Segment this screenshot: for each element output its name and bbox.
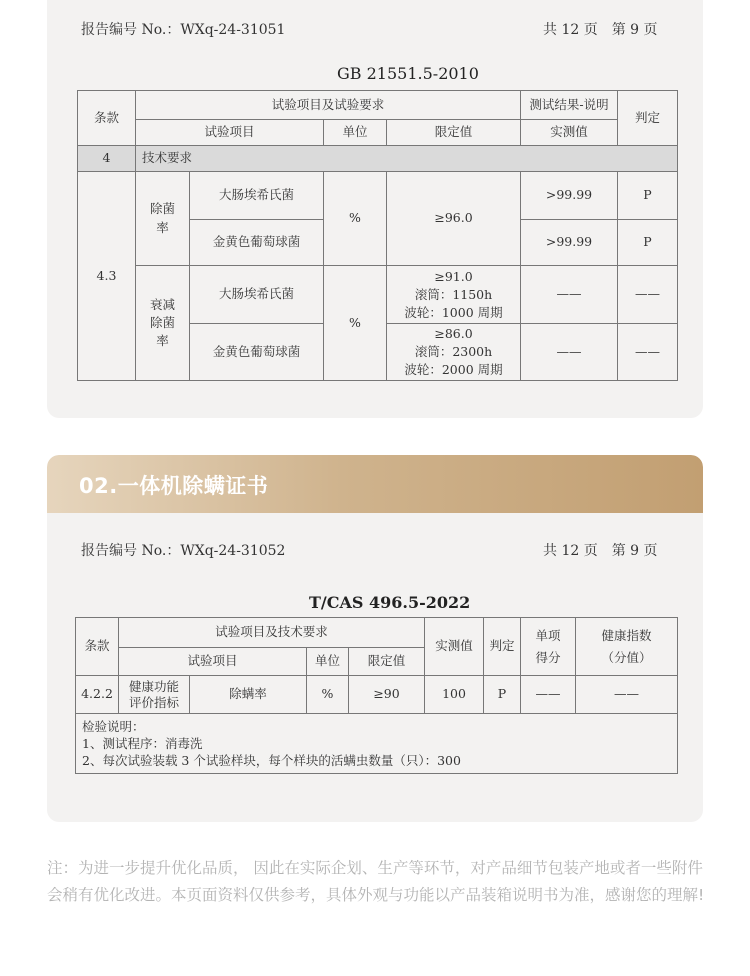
section-clause: 4 — [78, 146, 136, 172]
header-judge: 判定 — [618, 91, 678, 146]
header-item: 试验项目 — [119, 648, 307, 676]
page-info: 共 12 页 第 9 页 — [543, 543, 658, 559]
report-number: 报告编号 No.：WXq-24-31052 — [81, 543, 286, 559]
group-name: 衰减除菌率 — [136, 266, 190, 381]
judge-value: —— — [618, 266, 678, 324]
header-limit: 限定值 — [387, 120, 521, 146]
table-row — [78, 266, 678, 324]
section-banner — [47, 455, 703, 513]
header-judge: 判定 — [484, 618, 521, 676]
measured-value: —— — [521, 324, 618, 381]
header-score-line: 单项 — [535, 627, 561, 643]
report-number: 报告编号 No.：WXq-24-31051 — [81, 22, 286, 38]
header-clause: 条款 — [76, 618, 119, 676]
judge-value: P — [618, 172, 678, 220]
measured-value: >99.99 — [521, 220, 618, 266]
bacteria-name: 金黄色葡萄球菌 — [190, 220, 324, 266]
header-item: 试验项目 — [136, 120, 324, 146]
section-title: 技术要求 — [136, 146, 678, 172]
note-line: 1、测试程序：消毒洗 — [82, 736, 203, 751]
limit-line: 波轮：1000 周期 — [404, 304, 503, 320]
measured-value: >99.99 — [521, 172, 618, 220]
report-card-2 — [47, 455, 703, 822]
header-score — [521, 618, 576, 676]
limit-value: ≥90 — [349, 676, 425, 714]
measured-value: —— — [521, 266, 618, 324]
report-card-1 — [47, 0, 703, 418]
measured-value: 100 — [425, 676, 484, 714]
bacteria-name: 金黄色葡萄球菌 — [190, 324, 324, 381]
page-info: 共 12 页 第 9 页 — [543, 22, 658, 38]
banner-title: 02.一体机除螨证书 — [79, 474, 269, 498]
limit-value: ≥96.0 — [387, 172, 521, 266]
limit-line: ≥86.0 — [434, 326, 473, 341]
bacteria-name: 大肠埃希氏菌 — [190, 172, 324, 220]
judge-value: —— — [618, 324, 678, 381]
unit-value: % — [324, 266, 387, 381]
table-row — [76, 676, 678, 714]
clause-value: 4.2.2 — [76, 676, 119, 714]
limit-value — [387, 324, 521, 381]
header-measured: 实测值 — [521, 120, 618, 146]
disclaimer-note: 注：为进一步提升优化品质， 因此在实际企划、生产等环节，对产品细节包装产地或者一些附件会稍有优化改进。本页面资料仅供参考，具体外观与功能以产品装箱说明书为准，感谢您的理解! — [47, 859, 705, 904]
health-value: —— — [576, 676, 678, 714]
mite-test-table — [75, 617, 678, 774]
category-line: 健康功能 — [128, 678, 179, 694]
note-line: 检验说明： — [82, 719, 145, 734]
header-health-line: （分值） — [601, 649, 652, 665]
header-items-req: 试验项目及技术要求 — [119, 618, 425, 648]
header-score-line: 得分 — [535, 649, 561, 665]
standard-title: GB 21551.5-2010 — [337, 64, 479, 83]
header-health-line: 健康指数 — [601, 627, 652, 643]
section-row — [78, 146, 678, 172]
test-notes — [76, 714, 678, 774]
test-results-table — [77, 90, 678, 381]
notes-row — [76, 714, 678, 774]
judge-value: P — [618, 220, 678, 266]
category-line: 评价指标 — [128, 694, 179, 710]
header-measured: 实测值 — [425, 618, 484, 676]
header-items-req: 试验项目及试验要求 — [136, 91, 521, 120]
limit-line: 滚筒：2300h — [414, 344, 493, 359]
header-limit: 限定值 — [349, 648, 425, 676]
clause-4-3: 4.3 — [78, 172, 136, 381]
standard-title: T/CAS 496.5-2022 — [309, 593, 471, 612]
category — [119, 676, 190, 714]
header-unit: 单位 — [307, 648, 349, 676]
unit-value: % — [307, 676, 349, 714]
limit-line: 滚筒：1150h — [414, 286, 493, 302]
limit-line: ≥91.0 — [434, 268, 473, 284]
group-name: 除菌率 — [136, 172, 190, 266]
header-result: 测试结果-说明 — [521, 91, 618, 120]
item-value: 除螨率 — [190, 676, 307, 714]
note-line: 2、每次试验装载 3 个试验样块，每个样块的活螨虫数量（只）：300 — [82, 753, 461, 768]
table-row — [78, 172, 678, 220]
header-unit: 单位 — [324, 120, 387, 146]
score-value: —— — [521, 676, 576, 714]
bacteria-name: 大肠埃希氏菌 — [190, 266, 324, 324]
header-health — [576, 618, 678, 676]
limit-value — [387, 266, 521, 324]
limit-line: 波轮：2000 周期 — [404, 362, 503, 377]
header-clause: 条款 — [78, 91, 136, 146]
unit-value: % — [324, 172, 387, 266]
judge-value: P — [484, 676, 521, 714]
